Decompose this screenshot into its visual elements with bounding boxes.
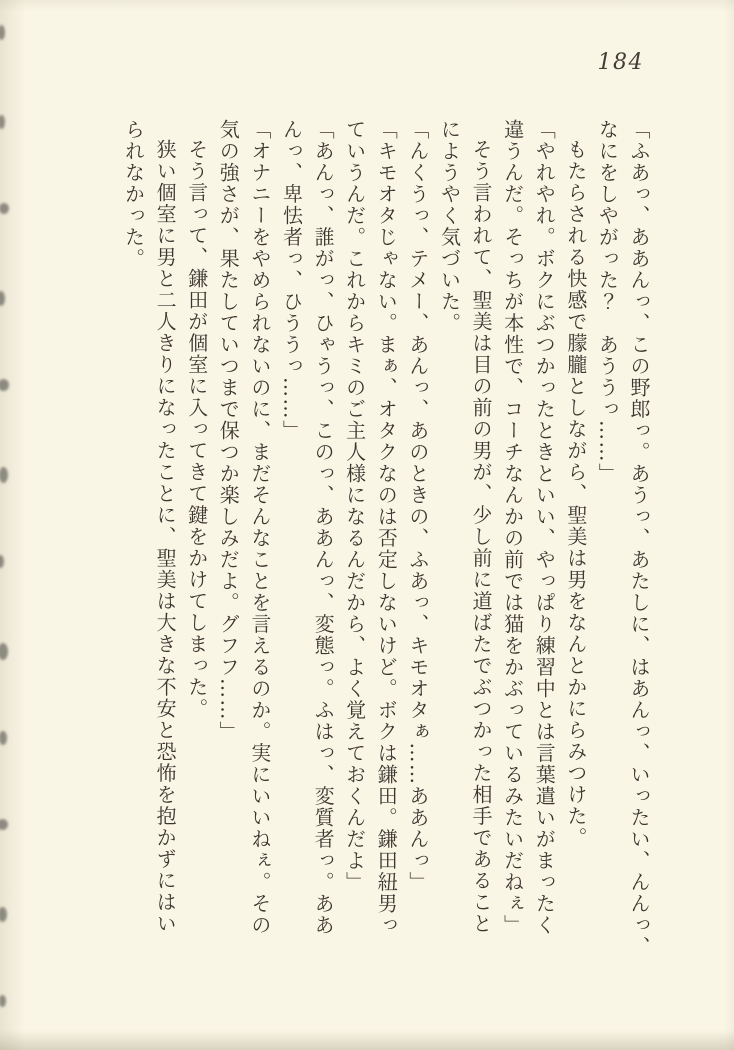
text-line: 狭い個室に男と二人きりになったことに、聖美は大きな不安と恐怖を抱かずにはい <box>153 139 178 935</box>
text-line: 「ふあっ、ああんっ、この野郎っ。あうっ、あたしに、はあんっ、いったい、んんっ、 <box>627 119 651 958</box>
binding-mark-artifact <box>0 467 8 483</box>
text-line: なにをしやがった？ あううっ……」 <box>595 119 620 485</box>
text-line: もたらされる快感で朦朧としながら、聖美は男をなんとかにらみつけた。 <box>563 139 588 849</box>
text-line: ていうんだ。これからキミのご主人様になるんだから、よく覚えておくんだよ」 <box>342 119 367 893</box>
binding-mark-artifact <box>0 819 8 830</box>
text-line: そう言って、鎌田が個室に入ってきて鍵をかけてしまった。 <box>184 139 209 720</box>
text-line: んっ、卑怯者っ、ひううっ……」 <box>279 119 304 442</box>
binding-mark-artifact <box>0 907 7 922</box>
binding-mark-artifact <box>0 291 5 306</box>
text-line: 「キモオタじゃない。まぁ、オタクなのは否定しないけど。ボクは鎌田。鎌田紐男っ <box>374 119 399 936</box>
binding-mark-artifact <box>0 643 8 660</box>
text-line: 「んくうっ、テメー、あんっ、あのときの、ふあっ、キモオタぁ……ああんっ」 <box>405 119 430 893</box>
text-line: られなかった。 <box>121 119 146 270</box>
binding-mark-artifact <box>0 995 6 1007</box>
binding-mark-artifact <box>0 555 4 568</box>
binding-mark-artifact <box>0 203 9 214</box>
binding-mark-artifact <box>0 115 5 129</box>
binding-mark-artifact <box>0 731 7 745</box>
text-line: 気の強さが、果たしていつまで保つか楽しみだよ。グフフ……」 <box>216 119 241 743</box>
page-number: 184 <box>597 50 644 75</box>
text-line: 違うんだ。そっちが本性で、コーチなんかの前では猫をかぶっているみたいだねぇ」 <box>500 119 525 936</box>
text-line: 「やれやれ。ボクにぶつかったときといい、やっぱり練習中とは言葉遣いがまったく <box>532 119 557 936</box>
text-line: 「あんっ、誰がっ、ひゃうっ、このっ、ああんっ、変態っ。ふはっ、変質者っ。ああ <box>311 119 336 936</box>
text-line: 「オナニーをやめられないのに、まだそんなことを言えるのか。実にいいねぇ。その <box>247 119 272 936</box>
text-block <box>117 119 654 971</box>
binding-mark-artifact <box>0 379 9 391</box>
text-line: にようやく気づいた。 <box>437 119 462 334</box>
text-line: そう言われて、聖美は目の前の男が、少し前に道ばたでぶつかった相手であること <box>469 139 494 935</box>
binding-mark-artifact <box>0 25 5 40</box>
